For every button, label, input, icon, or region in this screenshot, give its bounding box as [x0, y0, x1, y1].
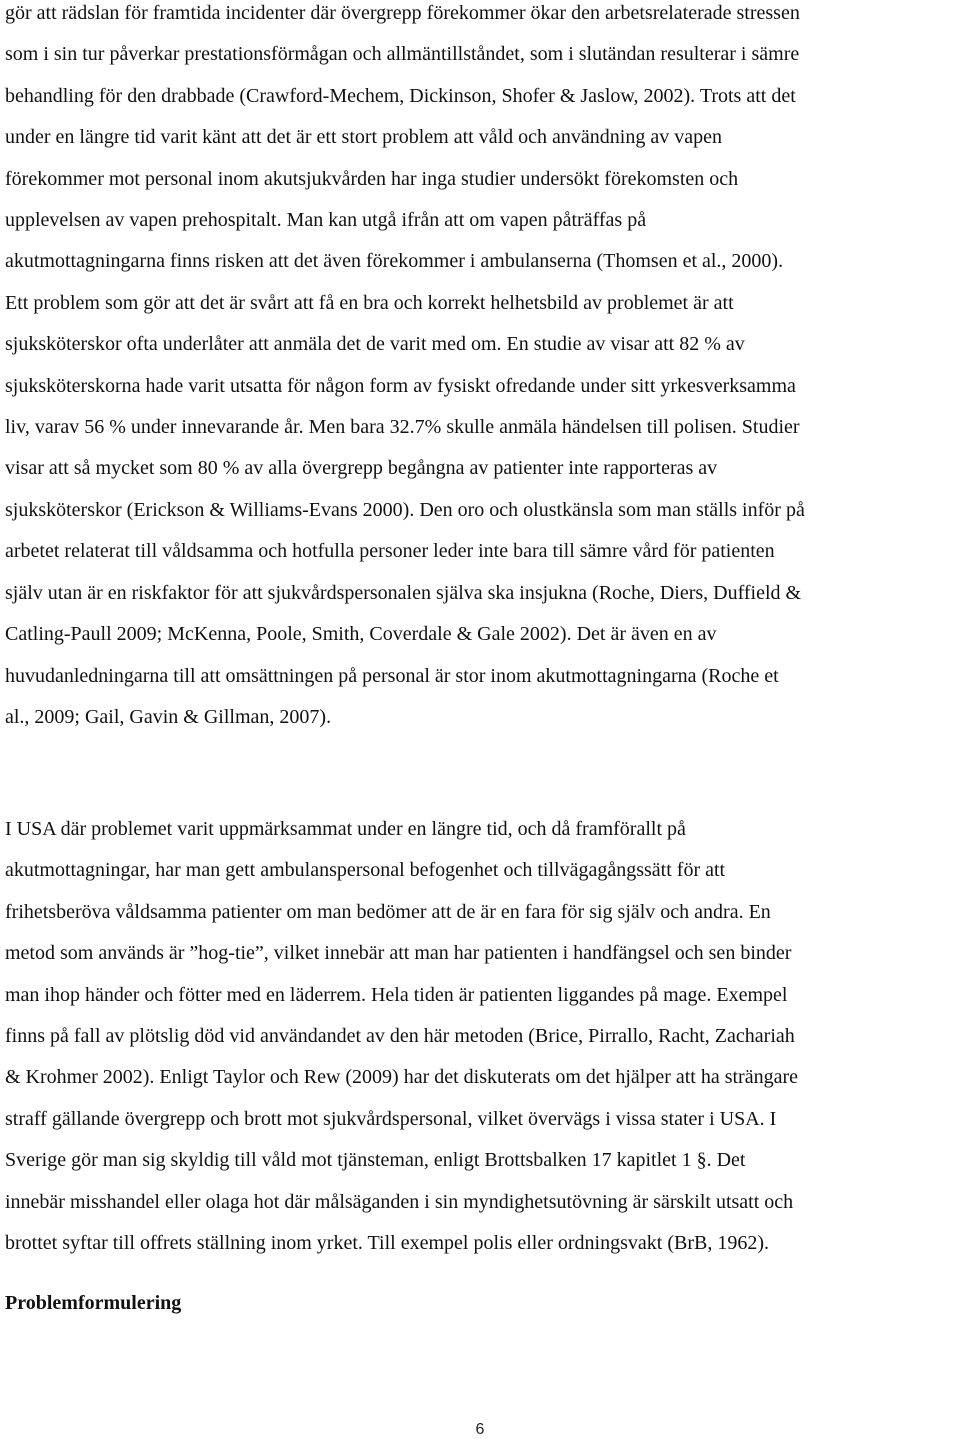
- section-heading: Problemformulering: [5, 1292, 182, 1314]
- text-line: Ett problem som gör att det är svårt att få en bra och korrekt helhetsbild av problemet är att: [5, 291, 734, 314]
- text-line: visar att så mycket som 80 % av alla övergrepp begångna av patienter inte rapporteras av: [5, 457, 718, 480]
- text-line: sjuksköterskor (Erickson & Williams-Evans 2000). Den oro och olustkänsla som man ställs inför på: [5, 498, 805, 521]
- body-paragraph: [5, 0, 960, 738]
- text-line: brottet syftar till offrets ställning inom yrket. Till exempel polis eller ordningsvakt (BrB, 1962).: [5, 1232, 769, 1255]
- text-line: arbetet relaterat till våldsamma och hotfulla personer leder inte bara till sämre vård för patienten: [5, 540, 775, 563]
- text-line: liv, varav 56 % under innevarande år. Men bara 32.7% skulle anmäla händelsen till polisen. Studier: [5, 416, 800, 439]
- text-line: förekommer mot personal inom akutsjukvården har inga studier undersökt förekomsten och: [5, 167, 739, 190]
- text-line: sjuksköterskorna hade varit utsatta för någon form av fysiskt ofredande under sitt yrkesverksamma: [5, 374, 796, 397]
- text-line: Sverige gör man sig skyldig till våld mot tjänsteman, enligt Brottsbalken 17 kapitlet 1 §. Det: [5, 1149, 746, 1172]
- text-line: gör att rädslan för framtida incidenter där övergrepp förekommer ökar den arbetsrelaterade stressen: [5, 2, 800, 24]
- text-line: straff gällande övergrepp och brott mot sjukvårdspersonal, vilket övervägs i vissa stater i USA. I: [5, 1107, 777, 1130]
- text-line: upplevelsen av vapen prehospitalt. Man kan utgå ifrån att om vapen påträffas på: [5, 209, 647, 232]
- text-line: Catling-Paull 2009; McKenna, Poole, Smith, Coverdale & Gale 2002). Det är även en av: [5, 623, 717, 646]
- text-line: innebär misshandel eller olaga hot där målsäganden i sin myndighetsutövning är särskilt utsatt och: [5, 1190, 794, 1213]
- text-line: under en längre tid varit känt att det är ett stort problem att våld och användning av vapen: [5, 126, 722, 149]
- text-line: behandling för den drabbade (Crawford-Mechem, Dickinson, Shofer & Jaslow, 2002). Trots att det: [5, 84, 796, 107]
- text-line: man ihop händer och fötter med en läderrem. Hela tiden är patienten liggandes på mage. Exempel: [5, 983, 788, 1006]
- page-number: 6: [475, 1421, 485, 1438]
- text-line: & Krohmer 2002). Enligt Taylor och Rew (2009) har det diskuterats om det hjälper att ha strängare: [5, 1066, 799, 1089]
- text-line: akutmottagningar, har man gett ambulanspersonal befogenhet och tillvägagångssätt för att: [5, 859, 726, 882]
- text-line: metod som används är ”hog-tie”, vilket innebär att man har patienten i handfängsel och sen binder: [5, 942, 792, 965]
- body-paragraph: [5, 809, 960, 1264]
- text-line: själv utan är en riskfaktor för att sjukvårdspersonalen själva ska insjukna (Roche, Diers, Duffield &: [5, 581, 802, 604]
- text-line: akutmottagningarna finns risken att det även förekommer i ambulanserna (Thomsen et al., 2000).: [5, 250, 784, 273]
- text-line: frihetsberöva våldsamma patienter om man bedömer att de är en fara för sig själv och andra. En: [5, 900, 771, 923]
- text-line: sjuksköterskor ofta underlåter att anmäla det de varit med om. En studie av visar att 82 % av: [5, 333, 745, 356]
- text-line: som i sin tur påverkar prestationsförmågan och allmäntillståndet, som i slutändan resulterar i sämre: [5, 43, 800, 66]
- text-line: huvudanledningarna till att omsättningen på personal är stor inom akutmottagningarna (Roche et: [5, 664, 779, 687]
- text-line: finns på fall av plötslig död vid användandet av den här metoden (Brice, Pirrallo, Racht, Zachariah: [5, 1025, 795, 1048]
- text-line: I USA där problemet varit uppmärksammat under en längre tid, och då framförallt på: [5, 818, 686, 840]
- text-line: al., 2009; Gail, Gavin & Gillman, 2007).: [5, 705, 332, 728]
